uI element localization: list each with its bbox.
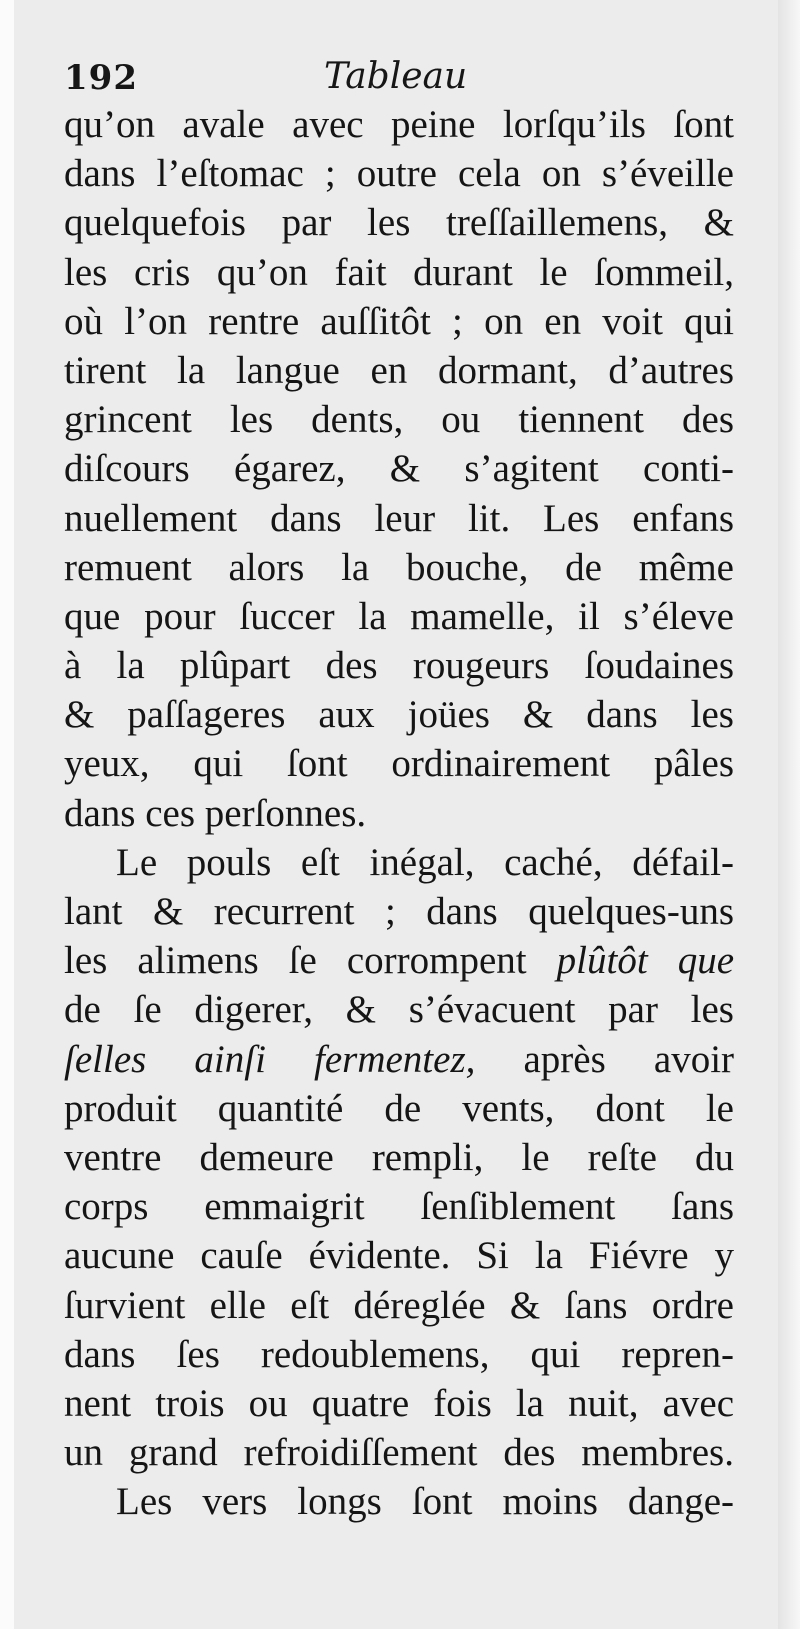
text-line: ventre demeure rempli, le reſte du	[64, 1135, 734, 1179]
paragraph-first-line: Les vers longs ſont moins dange-	[116, 1480, 734, 1524]
text-line: dans l’eſtomac ; outre cela on s’éveille	[64, 152, 734, 196]
italic-text-segment: plûtôt que	[556, 939, 734, 983]
page-number: 192	[64, 58, 138, 98]
text-line: où l’on rentre auſſitôt ; on en voit qui	[64, 299, 734, 343]
page-body-text	[64, 100, 734, 1526]
text-line: corps emmaigrit ſenſiblement ſans	[64, 1185, 734, 1229]
text-line: remuent alors la bouche, de même	[64, 545, 734, 589]
text-line: dans ces perſonnes.	[64, 791, 367, 835]
text-segment: après avoir	[523, 1037, 735, 1081]
italic-text-line: de ſe digerer, & s’évacuent par les	[64, 988, 734, 1032]
text-line: yeux, qui ſont ordinairement pâles	[64, 742, 734, 786]
text-line: ſurvient elle eſt déreglée & ſans ordre	[64, 1283, 734, 1327]
left-page-margin	[0, 0, 14, 1629]
text-line: nuellement dans leur lit. Les enfans	[64, 496, 734, 540]
text-line: diſcours égarez, & s’agitent conti-	[64, 447, 734, 491]
text-line: quelquefois par les treſſaillemens, &	[64, 201, 734, 245]
text-line: les cris qu’on fait durant le ſommeil,	[64, 250, 734, 294]
text-line: produit quantité de vents, dont le	[64, 1086, 734, 1130]
text-line: à la plûpart des rougeurs ſoudaines	[64, 644, 734, 688]
right-page-margin	[778, 0, 800, 1629]
text-line	[64, 936, 734, 985]
text-line: lant & recurrent ; dans quelques-uns	[64, 890, 734, 933]
text-line: grincent les dents, ou tiennent des	[64, 398, 734, 442]
text-line: un grand refroidiſſement des membres.	[64, 1431, 734, 1475]
text-segment: les alimens ſe corrompent	[64, 939, 527, 983]
text-line: que pour ſuccer la mamelle, il s’éleve	[64, 594, 734, 638]
italic-text-segment: ſelles ainſi fermentez,	[64, 1037, 476, 1081]
text-line: tirent la langue en dormant, d’autres	[64, 348, 734, 392]
paragraph-first-line: Le pouls eſt inégal, caché, défail-	[116, 840, 734, 884]
text-line: aucune cauſe évidente. Si la Fiévre y	[64, 1234, 734, 1278]
text-line: & paſſageres aux joües & dans les	[64, 693, 734, 737]
text-line: nent trois ou quatre fois la nuit, avec	[64, 1381, 734, 1425]
text-line: qu’on avale avec peine lorſqu’ils ſont	[64, 103, 734, 146]
running-head: Tableau	[324, 56, 468, 97]
text-line	[64, 1035, 734, 1084]
text-line: dans ſes redoublemens, qui repren-	[64, 1332, 734, 1376]
